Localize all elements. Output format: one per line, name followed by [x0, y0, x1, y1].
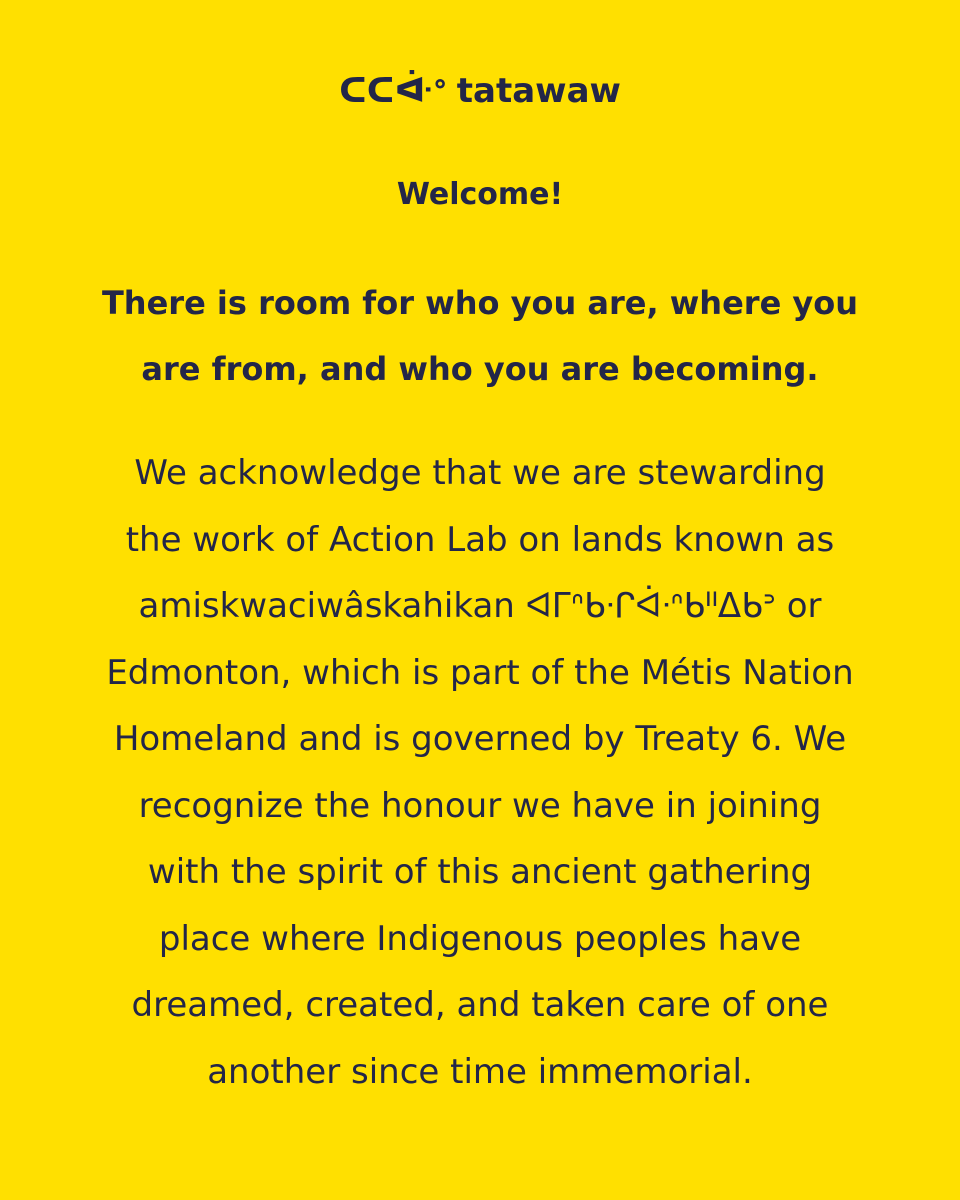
acknowledgement-line: Edmonton, which is part of the Métis Nation [106, 652, 854, 693]
tagline [0, 270, 960, 402]
land-acknowledgement [0, 440, 960, 1105]
tagline-line: are from, and who you are becoming. [141, 350, 819, 388]
acknowledgement-line: We acknowledge that we are stewarding [134, 453, 826, 493]
welcome-heading: Welcome! [396, 177, 564, 212]
acknowledgement-line: place where Indigenous peoples have [158, 918, 802, 959]
logo-word: tatawaw [456, 71, 621, 111]
acknowledgement-line: with the spirit of this ancient gathering [147, 852, 813, 892]
acknowledgement-line: dreamed, created, and taken care of one [131, 985, 829, 1025]
acknowledgement-line: amiskwaciwâskahikan ᐊᒥᐢᑲᐧᒋᐋᐧᐢᑲᐦᐃᑲᐣ or [138, 586, 822, 626]
acknowledgement-line: Homeland and is governed by Treaty 6. We [113, 719, 847, 759]
acknowledgement-line: another since time immemorial. [207, 1051, 753, 1092]
tatawaw-logo [0, 66, 960, 116]
acknowledgement-line: the work of Action Lab on lands known as [125, 519, 835, 560]
logo-syllabics: ᑕᑕᐚᐤ [339, 71, 447, 111]
tagline-line: There is room for who you are, where you [101, 284, 859, 322]
acknowledgement-line: recognize the honour we have in joining [138, 785, 822, 826]
